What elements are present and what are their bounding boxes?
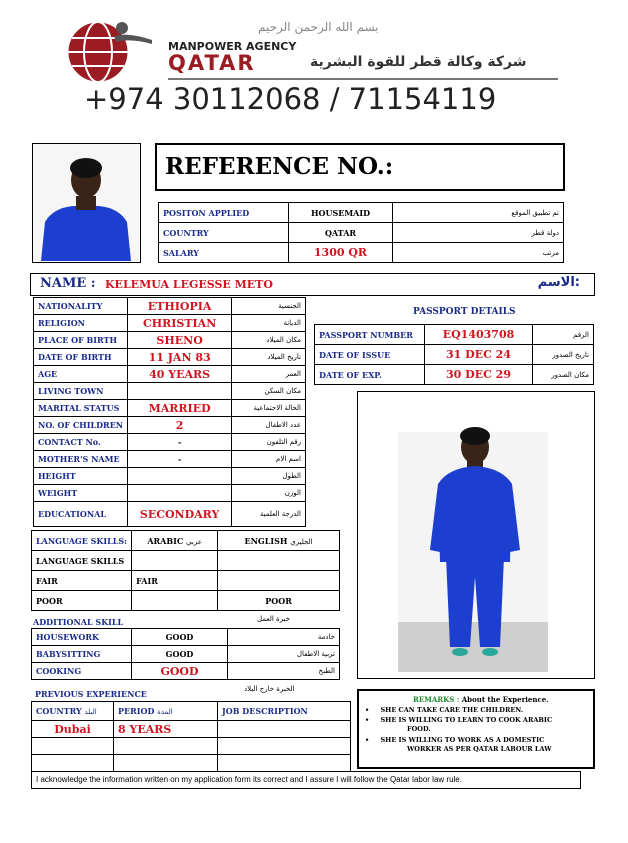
english-header	[218, 531, 340, 551]
religion-label: RELIGION	[34, 315, 128, 332]
cooking-ar: الطبخ	[228, 663, 340, 680]
expiry-date-label: DATE OF EXP.	[315, 365, 425, 385]
reference-title: REFERENCE NO.:	[165, 153, 394, 180]
contact-ar: رقم التلفون	[232, 434, 306, 451]
language-skills-header: LANGUAGE SKILLS:	[32, 531, 132, 551]
profile-photo	[33, 144, 139, 261]
experience-cell	[32, 755, 114, 772]
footer-text: I acknowledge the information written on my application form its correct and I assure I will follow the Qatar labor law rule.	[36, 775, 462, 784]
arabic-fair: FAIR	[132, 571, 218, 591]
age-value: 40 YEARS	[128, 366, 232, 383]
age-label: AGE	[34, 366, 128, 383]
reference-box	[155, 143, 565, 191]
passport-title: PASSPORT DETAILS	[413, 307, 516, 317]
experience-period: 8 YEARS	[114, 721, 218, 738]
agency-qatar: QATAR	[168, 51, 256, 75]
issue-date-label: DATE OF ISSUE	[315, 345, 425, 365]
additional-skill-table	[31, 628, 340, 680]
place-of-birth-label: PLACE OF BIRTH	[34, 332, 128, 349]
arabic-ar: عربي	[186, 537, 202, 546]
salary-value: 1300 QR	[289, 243, 393, 263]
age-ar: العمر	[232, 366, 306, 383]
experience-title-ar: الخبرة خارج البلاد	[244, 685, 295, 693]
babysitting-ar: تربية الاطفال	[228, 646, 340, 663]
children-value: 2	[128, 417, 232, 434]
experience-country: Dubai	[32, 721, 114, 738]
nationality-ar: الجنسية	[232, 298, 306, 315]
language-skills-row: LANGUAGE SKILLS	[32, 551, 132, 571]
position-value: HOUSEMAID	[289, 203, 393, 223]
mother-value: -	[128, 451, 232, 468]
passport-number-label: PASSPORT NUMBER	[315, 325, 425, 345]
footer-box	[31, 771, 581, 789]
expiry-date-ar: مكان الصدور	[533, 365, 594, 385]
issue-date-value: 31 DEC 24	[425, 345, 533, 365]
english-poor: POOR	[218, 591, 340, 611]
nationality-value: ETHIOPIA	[128, 298, 232, 315]
housework-value: GOOD	[132, 629, 228, 646]
header-rule	[168, 78, 558, 80]
name-label: NAME :	[40, 276, 96, 291]
remarks-header	[413, 695, 549, 704]
nationality-label: NATIONALITY	[34, 298, 128, 315]
salary-ar: مرتب	[393, 243, 564, 263]
remark-item: • SHE IS WILLING TO WORK AS A DOMESTIC WORKER AS PER QATAR LABOUR LAW	[365, 736, 552, 753]
experience-cell	[114, 755, 218, 772]
profile-photo-frame	[32, 143, 141, 263]
poor-label: POOR	[32, 591, 132, 611]
experience-cell	[114, 738, 218, 755]
job-col-header: JOB DESCRIPTION	[218, 702, 351, 721]
remark-item: • SHE IS WILLING TO LEARN TO COOK ARABIC FOOD.	[365, 716, 553, 733]
country-ar: دولة قطر	[393, 223, 564, 243]
arabic-header	[132, 531, 218, 551]
living-town-label: LIVING TOWN	[34, 383, 128, 400]
agency-logo	[56, 18, 160, 84]
name-value: KELEMUA LEGESSE METO	[105, 278, 273, 291]
phone-number: +974 30112068 / 71154119	[84, 82, 497, 116]
language-table	[31, 530, 340, 611]
country-value: QATAR	[289, 223, 393, 243]
living-town-ar: مكان السكن	[232, 383, 306, 400]
position-label: POSITON APPLIED	[159, 203, 289, 223]
experience-job	[218, 721, 351, 738]
education-ar: الدرجة العلمية	[232, 502, 306, 527]
religion-ar: الديانة	[232, 315, 306, 332]
housework-label: HOUSEWORK	[32, 629, 132, 646]
dob-value: 11 JAN 83	[128, 349, 232, 366]
position-table	[158, 202, 564, 263]
babysitting-label: BABYSITTING	[32, 646, 132, 663]
period-col-label: PERIOD	[118, 706, 155, 716]
education-label: EDUCATIONAL	[34, 502, 128, 527]
remark-text: SHE IS WILLING TO WORK AS A DOMESTIC WORKER AS PER QATAR LABOUR LAW	[380, 736, 552, 753]
calligraphy: بسم الله الرحمن الرحيم	[258, 20, 379, 34]
issue-date-ar: تاريخ الصدور	[533, 345, 594, 365]
lang-cell	[132, 591, 218, 611]
weight-label: WEIGHT	[34, 485, 128, 502]
expiry-date-value: 30 DEC 29	[425, 365, 533, 385]
mother-label: MOTHER'S NAME	[34, 451, 128, 468]
mother-ar: اسم الام	[232, 451, 306, 468]
country-label: COUNTRY	[159, 223, 289, 243]
housework-ar: خادمة	[228, 629, 340, 646]
education-value: SECONDARY	[128, 502, 232, 527]
babysitting-value: GOOD	[132, 646, 228, 663]
experience-table	[31, 701, 351, 772]
name-ar: الاسم:	[537, 275, 580, 290]
remark-text: SHE CAN TAKE CARE THE CHILDREN.	[380, 706, 524, 714]
salary-label: SALARY	[159, 243, 289, 263]
remark-item: • SHE CAN TAKE CARE THE CHILDREN.	[365, 706, 524, 714]
lang-cell	[218, 551, 340, 571]
children-ar: عدد الاطفال	[232, 417, 306, 434]
passport-table	[314, 324, 594, 385]
dob-ar: تاريخ الميلاد	[232, 349, 306, 366]
remarks-subtitle: About the Experience.	[461, 695, 549, 704]
full-body-photo	[358, 392, 593, 677]
remarks-box	[357, 689, 595, 769]
contact-label: CONTACT No.	[34, 434, 128, 451]
additional-skill-title: ADDITIONAL SKILL	[33, 617, 124, 627]
place-of-birth-ar: مكان الميلاد	[232, 332, 306, 349]
living-town-value	[128, 383, 232, 400]
additional-skill-title-ar: خبرة العمل	[257, 615, 290, 623]
experience-cell	[218, 755, 351, 772]
height-value	[128, 468, 232, 485]
remark-text: SHE IS WILLING TO LEARN TO COOK ARABIC FOOD.	[380, 716, 553, 733]
contact-value: -	[128, 434, 232, 451]
lang-cell	[132, 551, 218, 571]
english-ar: الجليزي	[290, 537, 313, 546]
place-of-birth-value: SHENO	[128, 332, 232, 349]
experience-cell	[218, 738, 351, 755]
marital-label: MARITAL STATUS	[34, 400, 128, 417]
full-photo-frame	[357, 391, 595, 679]
marital-ar: الحالة الاجتماعية	[232, 400, 306, 417]
country-col-header	[32, 702, 114, 721]
arabic-label: ARABIC	[147, 535, 184, 546]
english-label: ENGLISH	[244, 535, 288, 546]
experience-cell	[32, 738, 114, 755]
position-ar: تم تطبيق الموقع	[393, 203, 564, 223]
children-label: NO. OF CHILDREN	[34, 417, 128, 434]
passport-number-ar: الرقم	[533, 325, 594, 345]
country-col-label: COUNTRY	[36, 706, 82, 716]
weight-ar: الوزن	[232, 485, 306, 502]
personal-table	[33, 297, 306, 527]
name-bar	[30, 273, 595, 296]
experience-title: PREVIOUS EXPERIENCE	[35, 689, 147, 699]
height-ar: الطول	[232, 468, 306, 485]
marital-value: MARRIED	[128, 400, 232, 417]
religion-value: CHRISTIAN	[128, 315, 232, 332]
country-col-ar: البلد	[84, 708, 97, 716]
cooking-label: COOKING	[32, 663, 132, 680]
lang-cell	[218, 571, 340, 591]
remarks-title: REMARKS :	[413, 695, 460, 704]
period-col-header	[114, 702, 218, 721]
fair-label: FAIR	[32, 571, 132, 591]
passport-number-value: EQ1403708	[425, 325, 533, 345]
period-col-ar: المدة	[157, 708, 173, 716]
agency-name-en: MANPOWER AGENCY	[168, 40, 297, 53]
weight-value	[128, 485, 232, 502]
agency-name-ar: شركة وكالة قطر للقوة البشرية	[310, 54, 527, 70]
cooking-value: GOOD	[132, 663, 228, 680]
height-label: HEIGHT	[34, 468, 128, 485]
dob-label: DATE OF BIRTH	[34, 349, 128, 366]
